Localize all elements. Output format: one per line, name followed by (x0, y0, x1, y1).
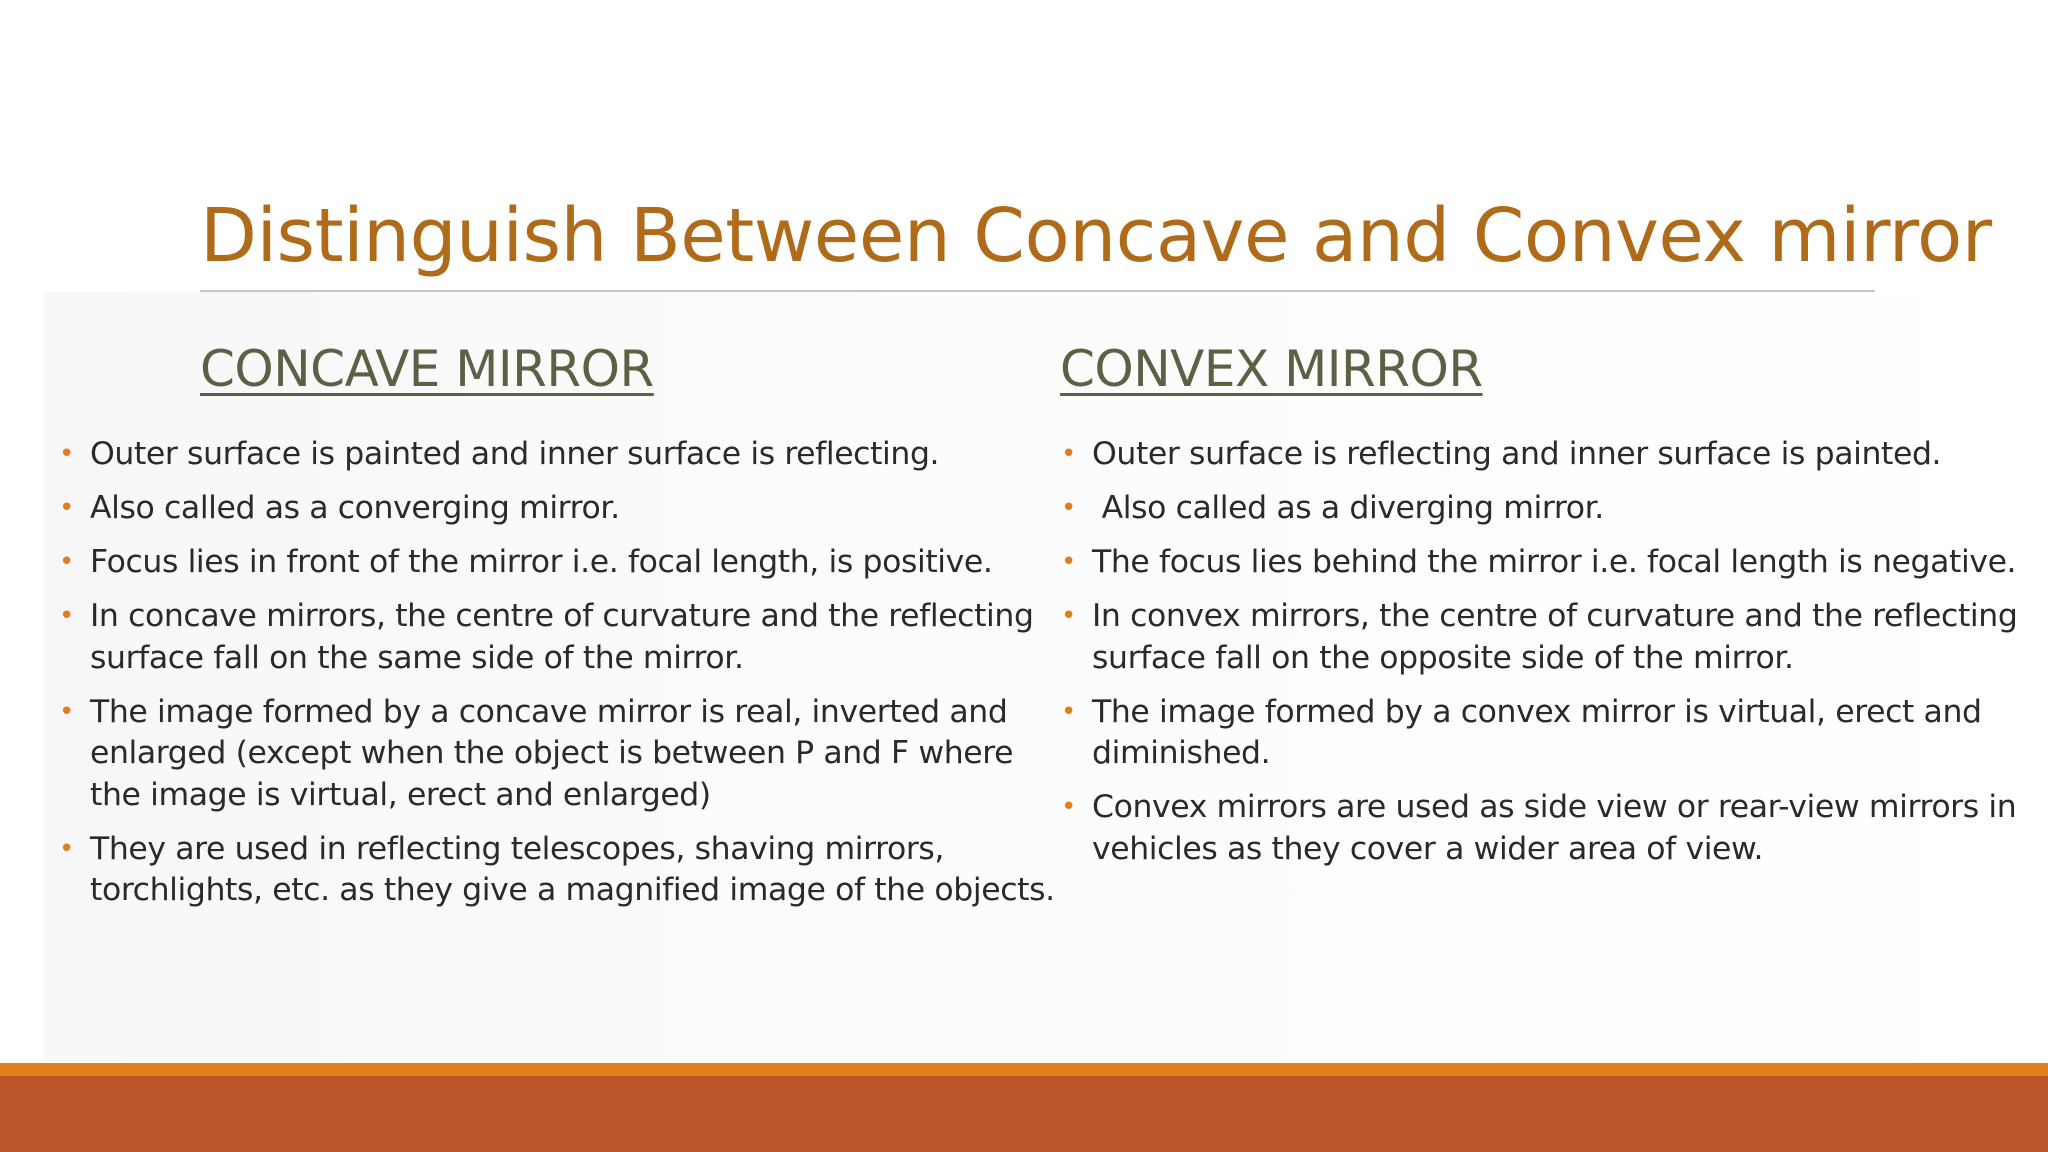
bullet-icon: • (59, 439, 74, 469)
bullet-text: Outer surface is painted and inner surface is reflecting. (90, 436, 940, 472)
bullet-icon: • (1061, 696, 1076, 727)
list-item (1058, 542, 2048, 584)
list-item (56, 692, 1056, 817)
bullet-icon: • (1061, 439, 1076, 469)
bullet-text: The focus lies behind the mirror i.e. focal length is negative. (1092, 544, 2017, 580)
list-item (56, 542, 1056, 584)
bullet-text: Also called as a converging mirror. (90, 490, 620, 526)
bullet-icon: • (59, 547, 74, 577)
list-item (1058, 596, 2048, 679)
bullet-icon: • (1061, 547, 1076, 577)
bullet-text: The image formed by a concave mirror is real, inverted and enlarged (except when the object is between P and F where the image is virtual, erect and enlarged) (90, 693, 1014, 813)
list-item (56, 434, 1056, 476)
bullet-icon: • (59, 493, 74, 523)
list-item (56, 596, 1056, 679)
bullet-text: Also called as a diverging mirror. (1092, 490, 1604, 526)
title-divider (200, 290, 1875, 292)
footer-band (0, 1076, 2048, 1152)
list-item (1058, 787, 2048, 870)
list-item (1058, 488, 2048, 530)
convex-bullet-list (1058, 434, 2048, 883)
bullet-text: The image formed by a convex mirror is virtual, erect and diminished. (1092, 693, 1982, 771)
bullet-text: They are used in reflecting telescopes, shaving mirrors, torchlights, etc. as they give a magnified image of the objects. (90, 830, 1055, 908)
bullet-text: Convex mirrors are used as side view or rear-view mirrors in vehicles as they cover a wider area of view. (1092, 789, 2017, 867)
bullet-icon: • (59, 601, 74, 631)
bullet-text: Outer surface is reflecting and inner surface is painted. (1092, 436, 1942, 472)
concave-bullet-list (56, 434, 1056, 924)
convex-heading: CONVEX MIRROR (1060, 340, 1483, 398)
list-item (1058, 692, 2048, 775)
bullet-text: Focus lies in front of the mirror i.e. focal length, is positive. (90, 544, 993, 580)
slide-title: Distinguish Between Concave and Convex mirror (200, 193, 1992, 279)
list-item (56, 488, 1056, 530)
footer-accent-stripe (0, 1063, 2048, 1076)
list-item (56, 829, 1056, 912)
bullet-text: In convex mirrors, the centre of curvature and the reflecting surface fall on the opposite side of the mirror. (1092, 598, 2018, 676)
concave-heading: CONCAVE MIRROR (200, 340, 654, 398)
bullet-icon: • (1061, 601, 1076, 631)
bullet-icon: • (1061, 792, 1076, 822)
bullet-icon: • (59, 696, 74, 727)
list-item (1058, 434, 2048, 476)
bullet-icon: • (1061, 493, 1076, 523)
bullet-text: In concave mirrors, the centre of curvature and the reflecting surface fall on the same side of the mirror. (90, 598, 1034, 676)
bullet-icon: • (59, 833, 74, 864)
